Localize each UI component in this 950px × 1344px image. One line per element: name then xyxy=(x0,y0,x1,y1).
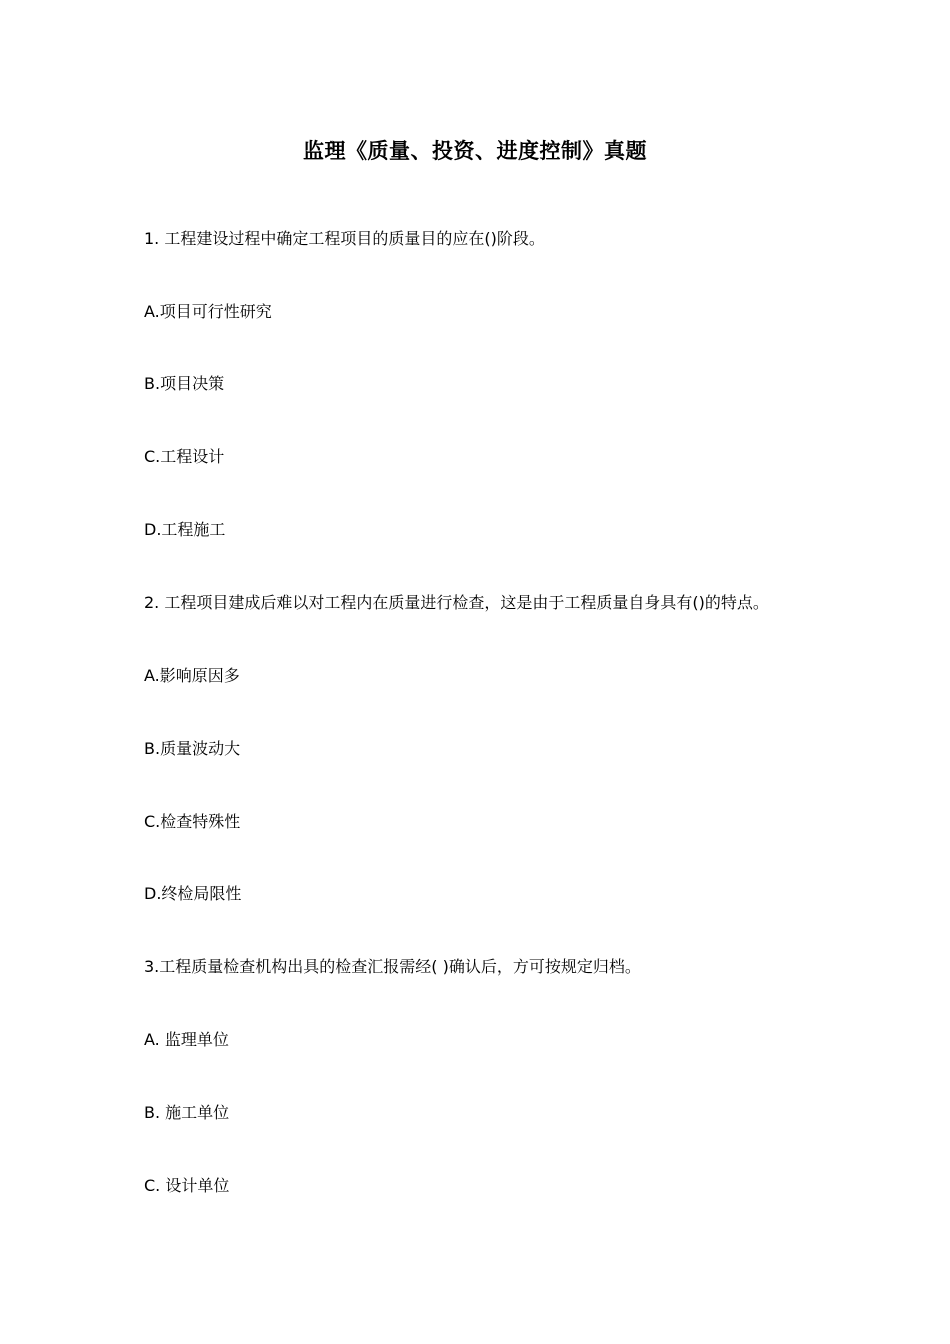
question-2-option-a: A.影响原因多 xyxy=(144,666,240,685)
question-2-option-c: C.检查特殊性 xyxy=(144,812,241,831)
question-3-option-c: C. 设计单位 xyxy=(144,1176,230,1195)
question-2-option-d: D.终检局限性 xyxy=(144,884,242,903)
question-2-option-b: B.质量波动大 xyxy=(144,739,241,758)
question-1-stem: 1. 工程建设过程中确定工程项目的质量目的应在()阶段。 xyxy=(144,229,545,248)
question-2-stem: 2. 工程项目建成后难以对工程内在质量进行检查，这是由于工程质量自身具有()的特点。 xyxy=(144,593,769,612)
question-1-option-b: B.项目决策 xyxy=(144,374,225,393)
document-title: 监理《质量、投资、进度控制》真题 xyxy=(303,138,647,163)
question-1-option-d: D.工程施工 xyxy=(144,520,226,539)
question-1-option-a: A.项目可行性研究 xyxy=(144,302,272,321)
question-3-option-b: B. 施工单位 xyxy=(144,1103,230,1122)
question-3-stem: 3.工程质量检查机构出具的检查汇报需经( )确认后，方可按规定归档。 xyxy=(144,957,641,976)
question-3-option-a: A. 监理单位 xyxy=(144,1030,229,1049)
question-1-option-c: C.工程设计 xyxy=(144,447,225,466)
